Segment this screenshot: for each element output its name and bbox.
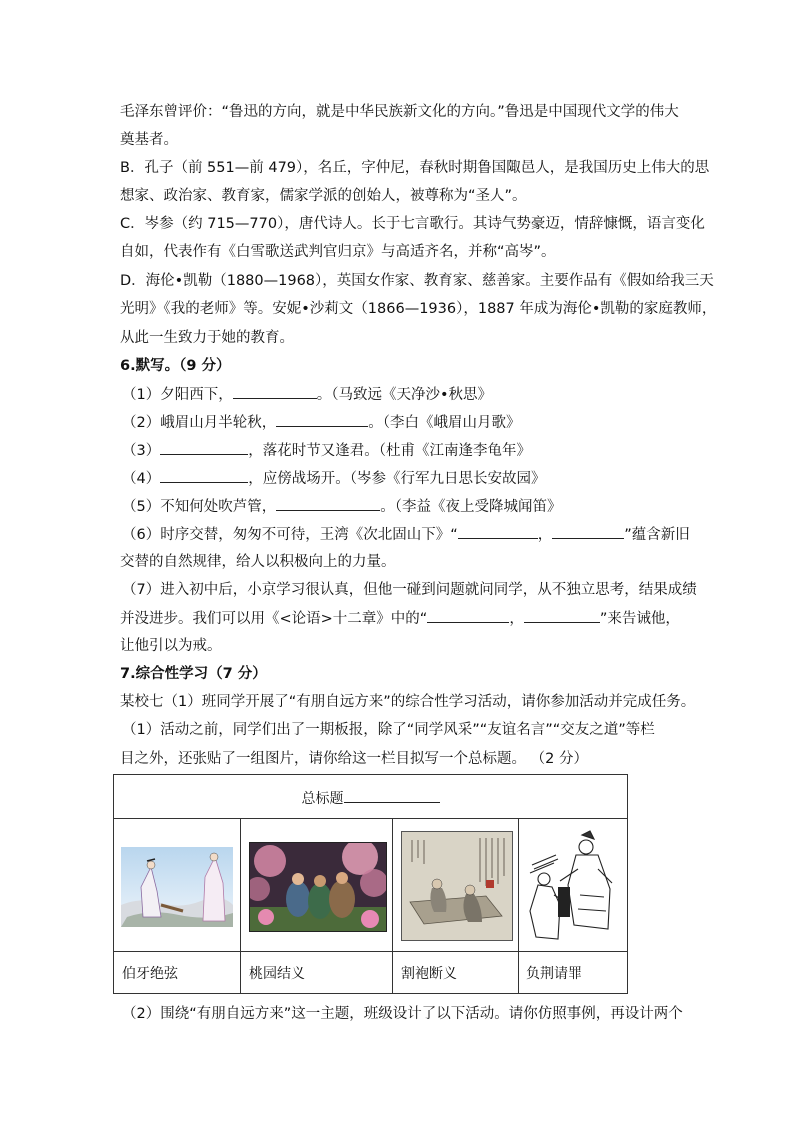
dictation-6-suffix: ”蕴含新旧 [624,527,690,543]
picture-table [113,774,628,994]
text-line: 从此一生致力于她的教育。 [120,330,294,346]
dictation-2 [122,412,520,433]
caption-taoyuan-jieyi: 桃园结义 [249,966,305,982]
answer-blank[interactable] [160,440,248,455]
taoyuan-jieyi-painting [249,842,387,932]
text-line: 毛泽东曾评价：“鲁迅的方向，就是中华民族新文化的方向。”鲁迅是中国现代文学的伟大 [120,104,679,120]
dictation-7: （7）进入初中后，小京学习很认真，但他一碰到问题就问同学，从不独立思考，结果成绩 [122,582,697,598]
text-line: 奠基者。 [120,132,178,148]
question-7-1: （1）活动之前，同学们出了一期板报，除了“同学风采”“友谊名言”“交友之道”等栏 [122,722,655,738]
dictation-7-suffix: ”来告诫他， [599,611,680,627]
boya-juexian-illustration [121,847,233,927]
fujing-qingzui-drawing [524,825,620,945]
answer-blank[interactable] [276,496,380,511]
answer-blank[interactable] [458,524,538,539]
divider [240,818,241,994]
question-6-heading: 6.默写。（9 分） [120,358,231,374]
caption-fujing-qingzui: 负荆请罪 [526,966,582,982]
question-7-heading: 7.综合性学习（7 分） [120,666,267,682]
answer-blank[interactable] [524,608,600,623]
title-label: 总标题 [301,791,344,807]
caption-gepao-duanyi: 割袍断义 [401,966,457,982]
comma: ， [537,527,553,543]
text-line: 光明》《我的老师》等。安妮•沙莉文（1866—1936），1887 年成为海伦•凯勒的家庭教师， [120,301,717,317]
question-7-intro: 某校七（1）班同学开展了“有朋自远方来”的综合性学习活动，请你参加活动并完成任务。 [120,694,696,710]
dictation-5 [122,496,561,517]
dictation-2-source: 。（李白《峨眉山月歌》 [368,415,521,431]
dictation-4-source: ，应傍战场开。（岑参《行军九日思长安故园》 [248,471,546,487]
table-header-title [114,788,627,808]
dictation-1-source: 。（马致远《天净沙•秋思》 [316,387,493,403]
title-answer-blank[interactable] [344,788,440,803]
answer-blank[interactable] [552,524,624,539]
dictation-1-prefix: （1）夕阳西下， [122,387,233,403]
gepao-duanyi-painting [401,831,513,941]
answer-blank[interactable] [233,384,317,399]
dictation-3-prefix: （3） [122,443,161,459]
dictation-5-source: 。（李益《夜上受降城闻笛》 [380,499,562,515]
answer-blank[interactable] [160,468,248,483]
dictation-5-prefix: （5）不知何处吹芦管， [122,499,277,515]
dictation-1 [122,384,492,405]
caption-boya-juexian: 伯牙绝弦 [122,966,178,982]
option-d: D．海伦•凯勒（1880—1968），英国女作家、教育家、慈善家。主要作品有《假如给我三天 [120,273,714,289]
dictation-6-prefix: （6）时序交替，匆匆不可待，王湾《次北固山下》“ [122,527,458,543]
dictation-3 [122,440,531,461]
text-line: 交替的自然规律，给人以积极向上的力量。 [120,554,396,570]
comma: ， [509,611,524,627]
question-7-2: （2）围绕“有朋自远方来”这一主题，班级设计了以下活动。请你仿照事例，再设计两个 [122,1006,683,1022]
dictation-6 [122,524,690,545]
dictation-2-prefix: （2）峨眉山月半轮秋， [122,415,277,431]
text-line: 自如，代表作有《白雪歌送武判官归京》与高适齐名，并称“高岑”。 [120,244,556,260]
dictation-7-cont [120,608,680,629]
answer-blank[interactable] [276,412,368,427]
divider [392,818,393,994]
answer-blank[interactable] [427,608,509,623]
question-7-1-cont: 目之外，还张贴了一组图片，请你给这一栏目拟写一个总标题。 （2 分） [120,751,588,767]
table-header [114,775,627,819]
text-line: 让他引以为戒。 [120,638,222,654]
dictation-7-prefix: 并没进步。我们可以用《<论语>十二章》中的“ [120,611,428,627]
dictation-4 [122,468,545,489]
divider [114,951,627,952]
option-c: C．岑参（约 715—770），唐代诗人。长于七言歌行。其诗气势豪迈，情辞慷慨，语言变化 [120,216,705,232]
text-line: 想家、政治家、教育家，儒家学派的创始人，被尊称为“圣人”。 [120,188,527,204]
divider [518,818,519,994]
dictation-3-source: ，落花时节又逢君。（杜甫《江南逢李龟年》 [248,443,531,459]
option-b: B．孔子（前 551—前 479），名丘，字仲尼，春秋时期鲁国陬邑人，是我国历史上伟大的思 [120,160,710,176]
dictation-4-prefix: （4） [122,471,161,487]
